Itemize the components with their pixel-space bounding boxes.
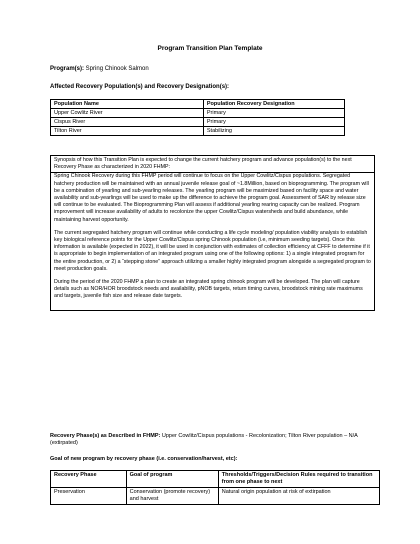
goal-table-header bbox=[51, 471, 380, 488]
population-name-cell: Cispus River bbox=[51, 118, 204, 127]
population-name-cell: Upper Cowlitz River bbox=[51, 109, 204, 118]
table-row bbox=[51, 118, 345, 127]
population-name-cell: Tilton River bbox=[51, 127, 204, 136]
programs-value: Spring Chinook Salmon bbox=[84, 66, 149, 72]
goal-heading: Goal of new program by recovery phase (i.e. conservation/harvest, etc): bbox=[50, 456, 238, 462]
recovery-phase-cell: Preservation bbox=[51, 488, 127, 505]
thresholds-cell: Natural origin population at risk of extirpation bbox=[218, 488, 379, 505]
synopsis-box bbox=[50, 155, 375, 311]
programs-line bbox=[50, 66, 149, 72]
population-designation-cell: Stabilizing bbox=[203, 127, 344, 136]
thresholds-header: Thresholds/Triggers/Decision Rules required to transition from one phase to next bbox=[218, 471, 379, 488]
synopsis-paragraph: Spring Chinook Recovery during this FHMP period will continue to focus on the Upper Cowlitz/Cispus populations. Segregated hatchery production will be maintained with an annual juvenile release goal of ~1.8Million, based on bioprogramming. The program will be a combination of yearling and sub-yearling releases. The yearling program will be maximized based on facility space and water availability and sub-yearlings will be used to make up the difference to achieve the program goal. Assessment of SAR by release size will continue to be evaluated. The Bioprogramming Plan will assess if additional yearling rearing capacity can be realized. Program improvement will increase availability of adults to recolonize the upper Cowlitz/Cispus watersheds and build abundance, while maintaining harvest opportunity. bbox=[54, 173, 369, 223]
table-row bbox=[51, 127, 345, 136]
goal-table bbox=[50, 470, 380, 505]
population-designation-cell: Primary bbox=[203, 109, 344, 118]
synopsis-paragraph: During the period of the 2020 FHMP a plan to create an integrated spring chinook program will be developed. The plan will capture details such as NOR/HOR broodstock needs and availability, pNOB targets, return timing curves, broodstock mining rate maximums and targets, juvenile fish size and release date targets. bbox=[54, 279, 363, 300]
population-name-header: Population Name bbox=[51, 100, 204, 109]
population-designation-header: Population Recovery Designation bbox=[203, 100, 344, 109]
programs-label: Program(s): bbox=[50, 66, 85, 72]
synopsis-body bbox=[51, 173, 374, 309]
population-table-header bbox=[51, 100, 345, 109]
recovery-phase-value: Upper Cowlitz/Cispus populations - Recolonization; Tilton River population – N/A (extirpated) bbox=[50, 433, 358, 446]
population-table bbox=[50, 99, 345, 136]
document-title: Program Transition Plan Template bbox=[157, 45, 263, 52]
synopsis-paragraph: The current segregated hatchery program will continue while conducting a life cycle modeling/ population viability analysis to establish key biological reference points for the Upper Cowlitz/Cispus spring Chinook population (i.e, minimum seeding targets). Once this information is available (expected in 2022), it will be used in conjunction with estimates of collection efficiency at CFFF to determine if it is appropriate to begin implementation of an integrated program using one of the following options: 1) a single integrated program for the entire production, or 2) a “stepping stone” approach utilizing a smaller highly integrated program alongside a segregated program to meet production goals. bbox=[54, 229, 371, 272]
table-row bbox=[51, 109, 345, 118]
recovery-phase-label: Recovery Phase(s) as Described in FHMP: bbox=[50, 433, 161, 439]
recovery-phase-header: Recovery Phase bbox=[51, 471, 127, 488]
affected-heading: Affected Recovery Population(s) and Recovery Designation(s): bbox=[50, 84, 230, 90]
population-designation-cell: Primary bbox=[203, 118, 344, 127]
goal-of-program-header: Goal of program bbox=[126, 471, 218, 488]
goal-of-program-cell: Conservation (promote recovery) and harvest bbox=[126, 488, 218, 505]
table-row bbox=[51, 488, 380, 505]
recovery-phase-line bbox=[50, 433, 375, 447]
synopsis-heading: Synopsis of how this Transition Plan is expected to change the current hatchery program and advance population(s) to the next Recovery Phase as characterized in 2020 FHMP: bbox=[51, 156, 374, 173]
